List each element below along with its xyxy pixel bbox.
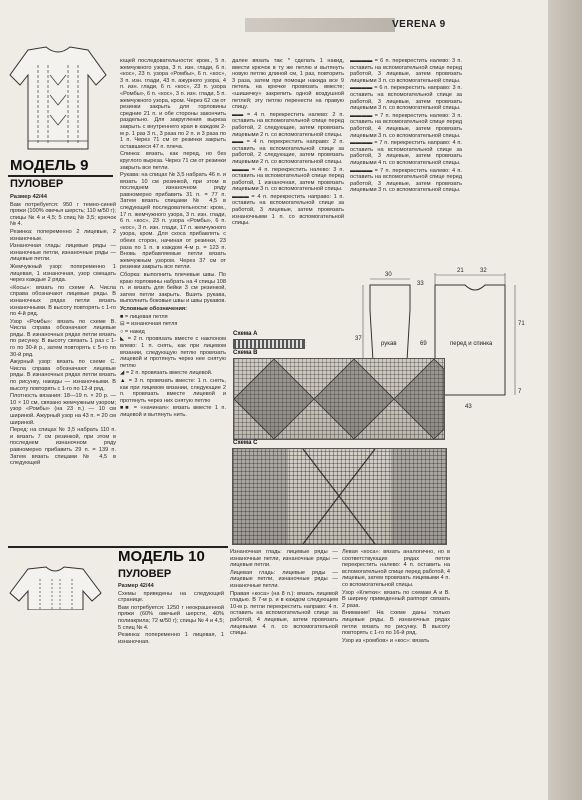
model10-text: Вам потребуется: 1250 г неокрашенной пряжи (60% овечьей шерсти, 40% полиакрила; 72 м/50 г); спицы № 4 и 4,5; 5 спиц № 4. <box>118 604 224 631</box>
diagram-label: перед и спинка <box>450 341 493 347</box>
dimension-value: 7 <box>518 389 522 395</box>
model9-column-2 <box>120 58 226 546</box>
model9-text: Резинка: попеременно 2 лицевые, 2 изнаночные. <box>10 228 116 242</box>
model9-text: Изнаночная гладь: лицевые ряды — изнаночные петли, изнаночные ряды — лицевые петли. <box>10 243 116 263</box>
header-banner <box>245 18 395 32</box>
model9-text: ▬▬▬▬ = 7 п. перекрестить налево: 3 п. оставить на вспомогательной спице перед работой, 4 лицевые, затем провязать лицевыми 3 п. со вспомогательной спицы. <box>350 112 462 139</box>
model9-column-4 <box>350 58 462 258</box>
model9-text: ▬▬▬ = 4 п. перекрестить налево: 3 п. оставить на вспомогательной спице перед работой, 1 изнаночная, затем провязать лицевыми 3 п. со вспомогательной спицы. <box>232 166 344 193</box>
model10-text: Узор из «ромбов» и «кос»: вязать <box>342 637 430 644</box>
sweater-illustration-model9 <box>8 45 108 151</box>
model10-text: Узор «Клетки»: вязать по схемам А и В. В ширину приведенный раппорт связать 2 раза. <box>342 589 450 609</box>
model9-text: ▬▬▬▬ = 7 п. перекрестить направо: 4 п. оставить на вспомогательной спице за работой, 3 лицевые, затем провязать лицевыми 4 п. со вспомогательной спицы. <box>350 140 462 166</box>
model9-text: ▬▬ = 4 п. перекрестить налево: 2 п. оставить на вспомогательной спице перед работой, 2 следующие, затем провязать лицевыми 2 п. со вспомогательной спицы. <box>232 111 344 138</box>
model9-text: Спинка: вязать, как перед, но без круглого выреза. Через 71 см от резинки закрыть все петли. <box>120 151 226 171</box>
model10-text: Левая «коса»: вязать аналогично, но в соответствующих рядах петли перекрестить налево: 4 п. оставить на вспомогательной спице перед работой, 4 лицевые, затем провязать лицевыми 4 п. со вспомогательной спицы. <box>342 549 450 588</box>
model9-column-3 <box>232 58 344 332</box>
dimension-value: 69 <box>420 341 427 347</box>
scheme-a-label: Схема А <box>233 331 258 337</box>
model9-text: «Косы»: вязать по схеме А. Числа справа обозначают лицевые ряды. В изнаночных рядах петли вязать изнаночными. В высоту повторять с 1-го по 4-й ряд. <box>10 284 116 318</box>
legend-heading: Условные обозначения: <box>120 305 188 312</box>
sweater-illustration-model10 <box>8 565 103 610</box>
model10-text: Внимание! На схеме даны только лицевые ряды. В изнаночных рядах петли вязать по рисунку. В высоту повторять с 1-го по 16-й ряд. <box>342 610 450 637</box>
dimension-value: 30 <box>385 272 392 278</box>
legend-item: ▲ = 3 п. провязать вместе: 1 п. снять, как при лицевом вязании, следующие 2 п. провязать вместе лицевой и протянуть через них снятую петлю <box>120 377 226 404</box>
scheme-a-chart <box>233 339 305 349</box>
model10-text: Резинка: попеременно 1 лицевая, 1 изнаночная. <box>118 632 224 645</box>
legend-item: ○ = накид <box>120 328 145 335</box>
model10-text: Схемы приведены на следующей странице. <box>118 590 224 604</box>
brand-header: VERENA 9 <box>392 19 446 30</box>
model9-title: МОДЕЛЬ 9 <box>10 157 89 174</box>
model9-text: Плотность вязания: 18—19 п. × 20 р. — 10 × 10 см, связано жемчужным узором; узор «Ромбы» (на 23 п.) — 10 см шириной. Ажурный узор на 43 п. = 20 см шириной. <box>10 393 116 426</box>
model9-text: ▬▬▬▬ = 6 п. перекрестить налево: 3 п. оставить на вспомогательной спице перед работой, 3 лицевые, затем провязать лицевыми 3 п. со вспомогательной спицы. <box>350 58 462 84</box>
scheme-b-label: Схема В <box>233 350 258 356</box>
model9-text: Вам потребуется: 950 г темно-синей пряжи (100% овечья шерсть; 110 м/50 г); спицы № 4 и 4,5; 5 спиц № 3,5; крючок № 4. <box>10 201 116 228</box>
dimension-value: 37 <box>355 336 362 342</box>
model10-text: Правая «коса» (на 8 п.): вязать лицевой гладью. В 7-м р. и в каждом следующем 10-м р. петли перекрестить направо: 4 п. оставить на вспомогательной спице за работой, 4 лицевые, затем провязать лицевыми 4 п. со вспомогательной спицы. <box>230 590 338 637</box>
diagram-label: рукав <box>381 341 397 347</box>
model10-text: Лицевая гладь: лицевые ряды — лицевые петли, изнаночные ряды — изнаночные петли. <box>230 569 338 589</box>
model9-text: ▬▬▬ = 4 п. перекрестить направо: 1 п. оставить на вспомогательной спице за работой, 3 лицевые, затем провязать изнаночными 1 п. со вспомогательной спицы. <box>232 193 344 227</box>
model9-text: Жемчужный узор: попеременно 1 лицевая, 1 изнаночная, узор смещать через каждые 2 ряда. <box>10 263 116 284</box>
dimension-value: 43 <box>465 404 472 410</box>
scheme-c-label: Схема С <box>233 440 258 446</box>
model9-subtitle: ПУЛОВЕР <box>10 178 64 190</box>
model9-text: далее вязать так: * сделать 1 накид, ввести крючок в ту же петлю и вытянуть новую петлю длиной см, 1 раз, повторить 3 раза, затем при помощи накида все 9 петель на крючке провязать вместе; «шишечку» закрепить одной воздушной петлей; эту петлю перенести на правую спицу. <box>232 58 344 111</box>
dimension-value: 33 <box>417 281 424 287</box>
model9-text: Сборка: выполнить плечевые швы. По краю горловины набрать на 4 спицы 108 п. и вязать для бейки 3 см резинкой, затем петли закрыть. Вшить рукава, выполнить боковые швы и швы рукавов. <box>120 272 226 305</box>
page-edge <box>548 0 582 800</box>
dimension-value: 21 <box>457 268 464 274</box>
dimension-value: 32 <box>480 268 487 274</box>
legend-item: ◢ = 2 п. провязать вместе лицевой. <box>120 370 213 377</box>
model9-text: Перед: на спицах № 3,5 набрать 110 п. и вязать 7 см резинкой, при этом в последнем изнаночном ряду равномерно прибавить 29 п. = 139 п. Затем вязать спицами № 4,5 в следующей <box>10 427 116 467</box>
model10-subtitle: ПУЛОВЕР <box>118 568 172 580</box>
model10-size: Размер 42/44 <box>118 583 154 589</box>
legend-item: ■■ = «начиная»: вязать вместе 1 п. лицевой и вытянуть нить. <box>120 405 226 418</box>
legend-item: ⊟ = изнаночная петля <box>120 321 178 328</box>
model9-text: ▬▬ = 4 п. перекрестить направо: 2 п. оставить на вспомогательной спице за работой, 2 следующие, затем провязать лицевыми 2 п. со вспомогательной спицы. <box>232 139 344 165</box>
model10-column-3 <box>342 549 450 699</box>
legend-item: ■ = лицевая петля <box>120 313 168 320</box>
model9-text: ющей последовательности: кром., 5 п. жемчужного узора, 3 п. изн. глади, 6 п. «кос», 23 п. узора «Ромбы», 6 п. «кос», 3 п. изн. глади, 43 п. ажурного узора, 4 п. изн. глади, 6 п. «кос», 23 п. узора «Ромбы», 6 п. «кос», 3 п. изн. глади, 5 п. жемчужного узора, кром. Через 62 см от резинки закрыть для горловины средние 21 п. и обе стороны закончить раздельно. Для закругления выреза закрыть с внутреннего края в каждом 2-м р. 1 раз 3 п., 3 раза по 2 п. и 3 раза по 1 п. Через 71 см от резинки закрыть оставшиеся 47 п. плеча. <box>120 58 226 150</box>
scheme-b-chart <box>233 358 445 440</box>
model9-text: ▬▬▬▬ = 7 п. перекрестить налево: 4 п. оставить на вспомогательной спице перед работой, 3 лицевые, затем провязать лицевыми 3 п. со вспомогательной спицы. <box>350 167 462 194</box>
model9-text: Узор «Ромбы»: вязать по схеме В. Числа справа обозначают лицевые ряды. В изнаночных рядах петли вязать по рисунку. В высоту связать 1 раз с 1-го по 30-й р., затем повторять с 5-го по 30-й ряд. <box>10 318 116 358</box>
model9-column-1 <box>10 194 116 549</box>
model9-rule <box>8 175 113 177</box>
model10-column-1 <box>118 583 224 703</box>
dimension-value: 71 <box>518 321 525 327</box>
model10-text: Изнаночная гладь: лицевые ряды — изнаночные петли, изнаночные ряды — лицевые петли. <box>230 549 338 569</box>
model9-text: Рукава: на спицах № 3,5 набрать 46 п. и вязать 10 см резинкой, при этом в последнем изнаночном ряду равномерно прибавить 31 п. = 77 п. Затем вязать спицами № 4,5 в следующей последовательности: кром., 17 п. жемчужного узора, 3 п. изн. глади, 6 п. «кос», 23 п. узора «Ромбы», 6 п. «кос», 3 п. изн. глади, 17 п. жемчужного узора, кром. Для скоса прибавлять с обеих сторон, начиная от резинки, 23 раза по 1 п. в каждом 4-м р. = 123 п. Вновь прибавляемые петли вязать жемчужным узором. Через 37 см от резинки закрыть все петли. <box>120 172 226 271</box>
model10-column-2 <box>230 549 338 699</box>
scheme-c-chart <box>232 448 447 545</box>
legend-item: ◣ = 2 п. провязать вместе с наклоном влево: 1 п. снять, как при лицевом вязании, следующую петлю провязать лицевой и протянуть через нее снятую петлю <box>120 336 226 369</box>
model9-text: ▬▬▬▬ = 6 п. перекрестить направо: 3 п. оставить на вспомогательной спице за работой, 3 лицевые, затем провязать лицевыми 3 п. со вспомогательной спицы. <box>350 85 462 112</box>
model9-size: Размер 42/44 <box>10 194 47 200</box>
model9-text: Ажурный узор: вязать по схеме С. Числа справа обозначают лицевые ряды. В изнаночных рядах петли вязать по рисунку, накиды — изнаночными. В высоту повторять с 1-го по 12-й ряд. <box>10 359 116 392</box>
model10-title: МОДЕЛЬ 10 <box>118 548 205 565</box>
